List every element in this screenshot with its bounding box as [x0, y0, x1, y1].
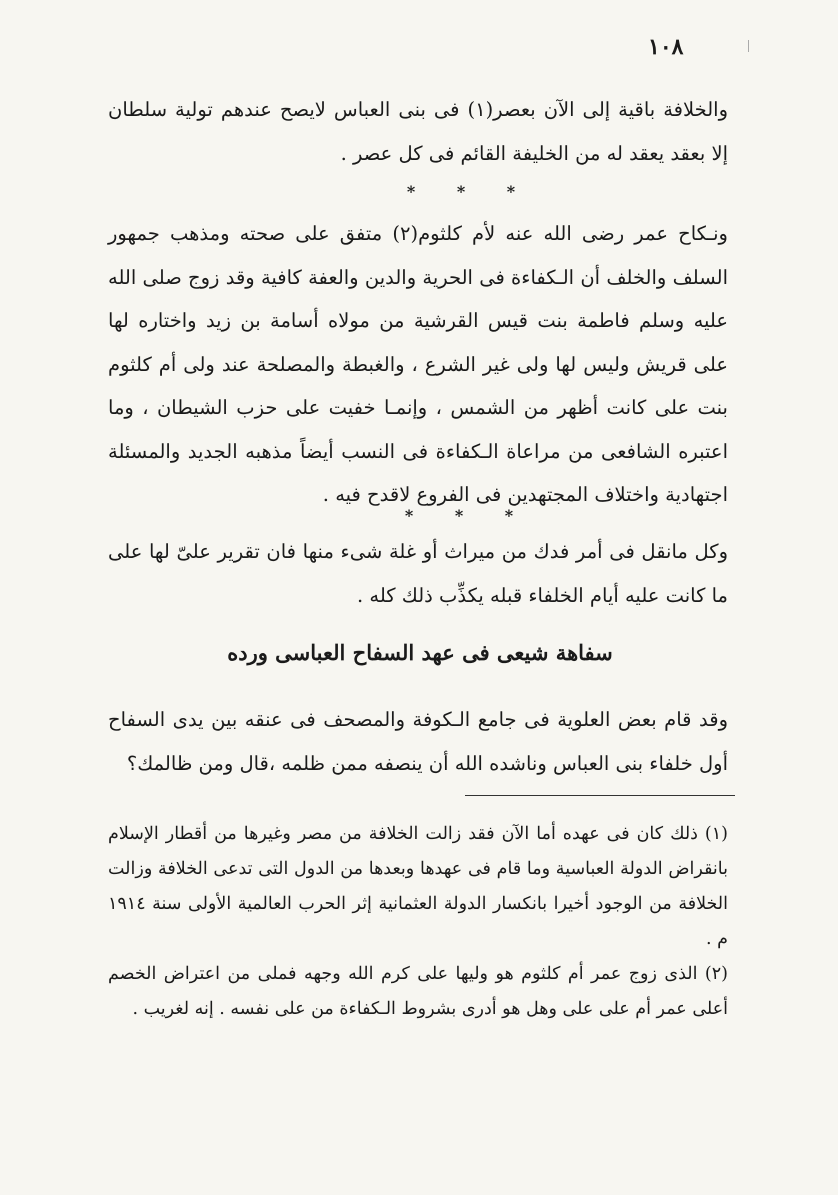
paragraph-marriage: ونـكاح عمر رضى الله عنه لأم كلثوم(٢) متفق على صحته ومذهب جمهور السلف والخلف أن الـكفاءة فى الحرية والدين والعفة كافية وقد زوج صلى الله عليه وسلم فاطمة بنت قيس القرشية من مولاه أسامة بن زيد واختاره لها على قريش وليس لها ولى غير الشرع ، والغبطة والمصلحة عند ولى أم كلثوم بنت على كانت أظهر من الشمس ، وإنمـا خفيت على حزب الشيطان ، وما اعتبره الشافعى من مراعاة الـكفاءة فى النسب أيضاً مذهبه الجديد والمسئلة اجتهادية واختلاف المجتهدين فى الفروع لاقدح فيه .	[108, 222, 728, 506]
margin-mark	[748, 40, 749, 52]
paragraph-saffah: وقد قام بعض العلوية فى جامع الـكوفة والمصحف فى عنقه بين يدى السفاح أول خلفاء بنى العباس وناشده الله أن ينصفه ممن ظلمه ،قال ومن ظالمك؟	[108, 708, 728, 775]
section-separator: * * *	[404, 506, 532, 525]
paragraph-caliphate: والخلافة باقية إلى الآن بعصر(١) فى بنى العباس لايصح عندهم تولية سلطان إلا بعقد يعقد له من الخليفة القائم فى كل عصر .	[108, 98, 728, 165]
footnote-2: (٢) الذى زوج عمر أم كلثوم هو وليها على كرم الله وجهه فملى من اعتراض الخصم أعلى عمر أم على على وهل هو أدرى بشروط الـكفاءة من على نفسه . إنه لغريب .	[108, 964, 728, 1019]
footnote-1: (١) ذلك كان فى عهده أما الآن فقد زالت الخلافة من مصر وغيرها من أقطار الإسلام بانقراض الدولة العباسية وما قام فى عهدها وبعدها من الدول التى تدعى الخلافة وزالت الخلافة من الوجود أخيرا بانكسار الدولة العثمانية إثر الحرب العالمية الأولى سنة ١٩١٤ م .	[108, 824, 728, 949]
paragraph-fadak: وكل مانقل فى أمر فدك من ميراث أو غلة شىء منها فان تقرير علىّ لها على ما كانت عليه أيام الخلفاء قبله يكذِّب ذلك كله .	[108, 540, 728, 607]
section-heading: سفاهة شيعى فى عهد السفاح العباسى ورده	[227, 640, 613, 665]
section-separator: * * *	[406, 182, 534, 201]
footnote-divider	[465, 795, 735, 796]
page-number: ١٠٨	[648, 34, 684, 60]
footnotes	[108, 817, 728, 1027]
